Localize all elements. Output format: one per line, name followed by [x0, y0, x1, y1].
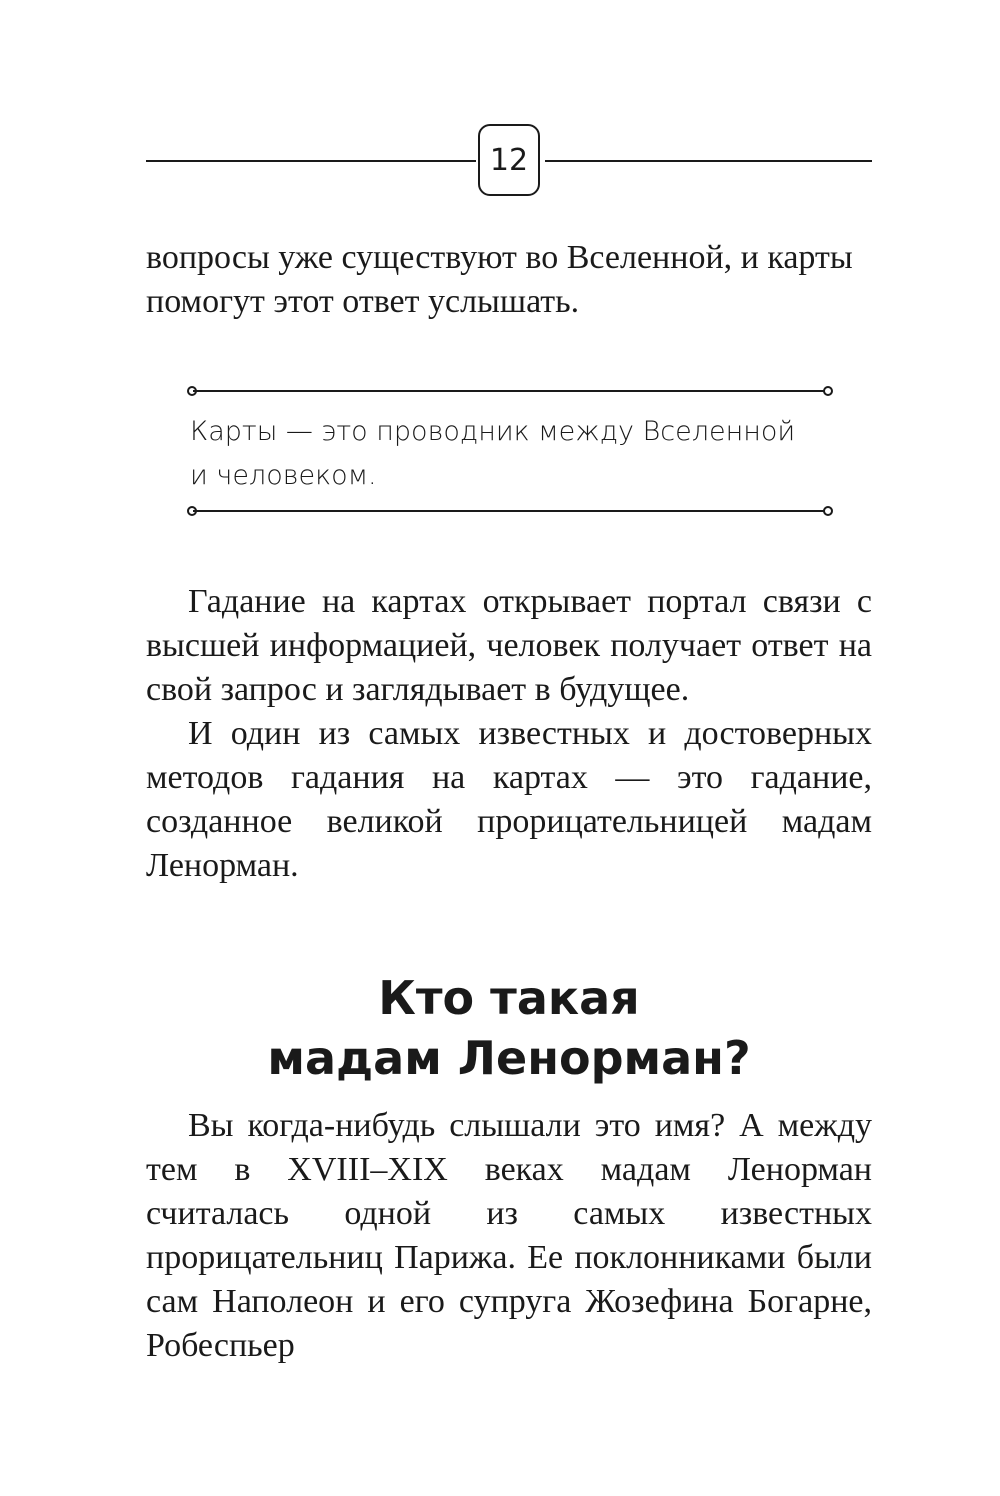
callout-top-right-dot	[823, 386, 833, 396]
section-paragraph: Вы когда-нибудь слышали это имя? А между тем в XVIII–XIX веках мадам Ленорман считалась одной из самых известных прорицательниц Парижа. Ее поклонниками были сам Наполеон и его супруга Жозефина Богарне, Робеспьер	[146, 1107, 872, 1364]
section-heading-line-1: Кто такая	[378, 971, 640, 1025]
header-rule-left	[146, 160, 476, 162]
header-rule-right	[545, 160, 872, 162]
callout-quote	[190, 410, 850, 498]
intro-line-1: вопросы уже существуют во Вселенной, и карты	[146, 239, 853, 276]
callout-bottom-right-dot	[823, 506, 833, 516]
intro-text	[146, 236, 872, 324]
section-heading-line-2: мадам Ленорман?	[267, 1031, 751, 1085]
callout-line-1: Карты — это проводник между Вселенной	[190, 416, 796, 447]
callout-bottom-rule	[193, 510, 827, 512]
callout-top-rule	[193, 390, 827, 392]
page-number: 12	[478, 124, 540, 196]
callout-line-2: и человеком.	[190, 460, 377, 491]
body-paragraph-2: И один из самых известных и достоверных методов гадания на картах — это гадание, созданное великой прорицательницей мадам Ленорман.	[146, 715, 872, 884]
section-heading	[146, 968, 872, 1088]
body-text	[146, 580, 872, 888]
intro-line-2: помогут этот ответ услышать.	[146, 283, 580, 320]
body-paragraph-1: Гадание на картах открывает портал связи с высшей информацией, человек получает ответ на свой запрос и заглядывает в будущее.	[146, 583, 872, 708]
section-text	[146, 1104, 872, 1368]
